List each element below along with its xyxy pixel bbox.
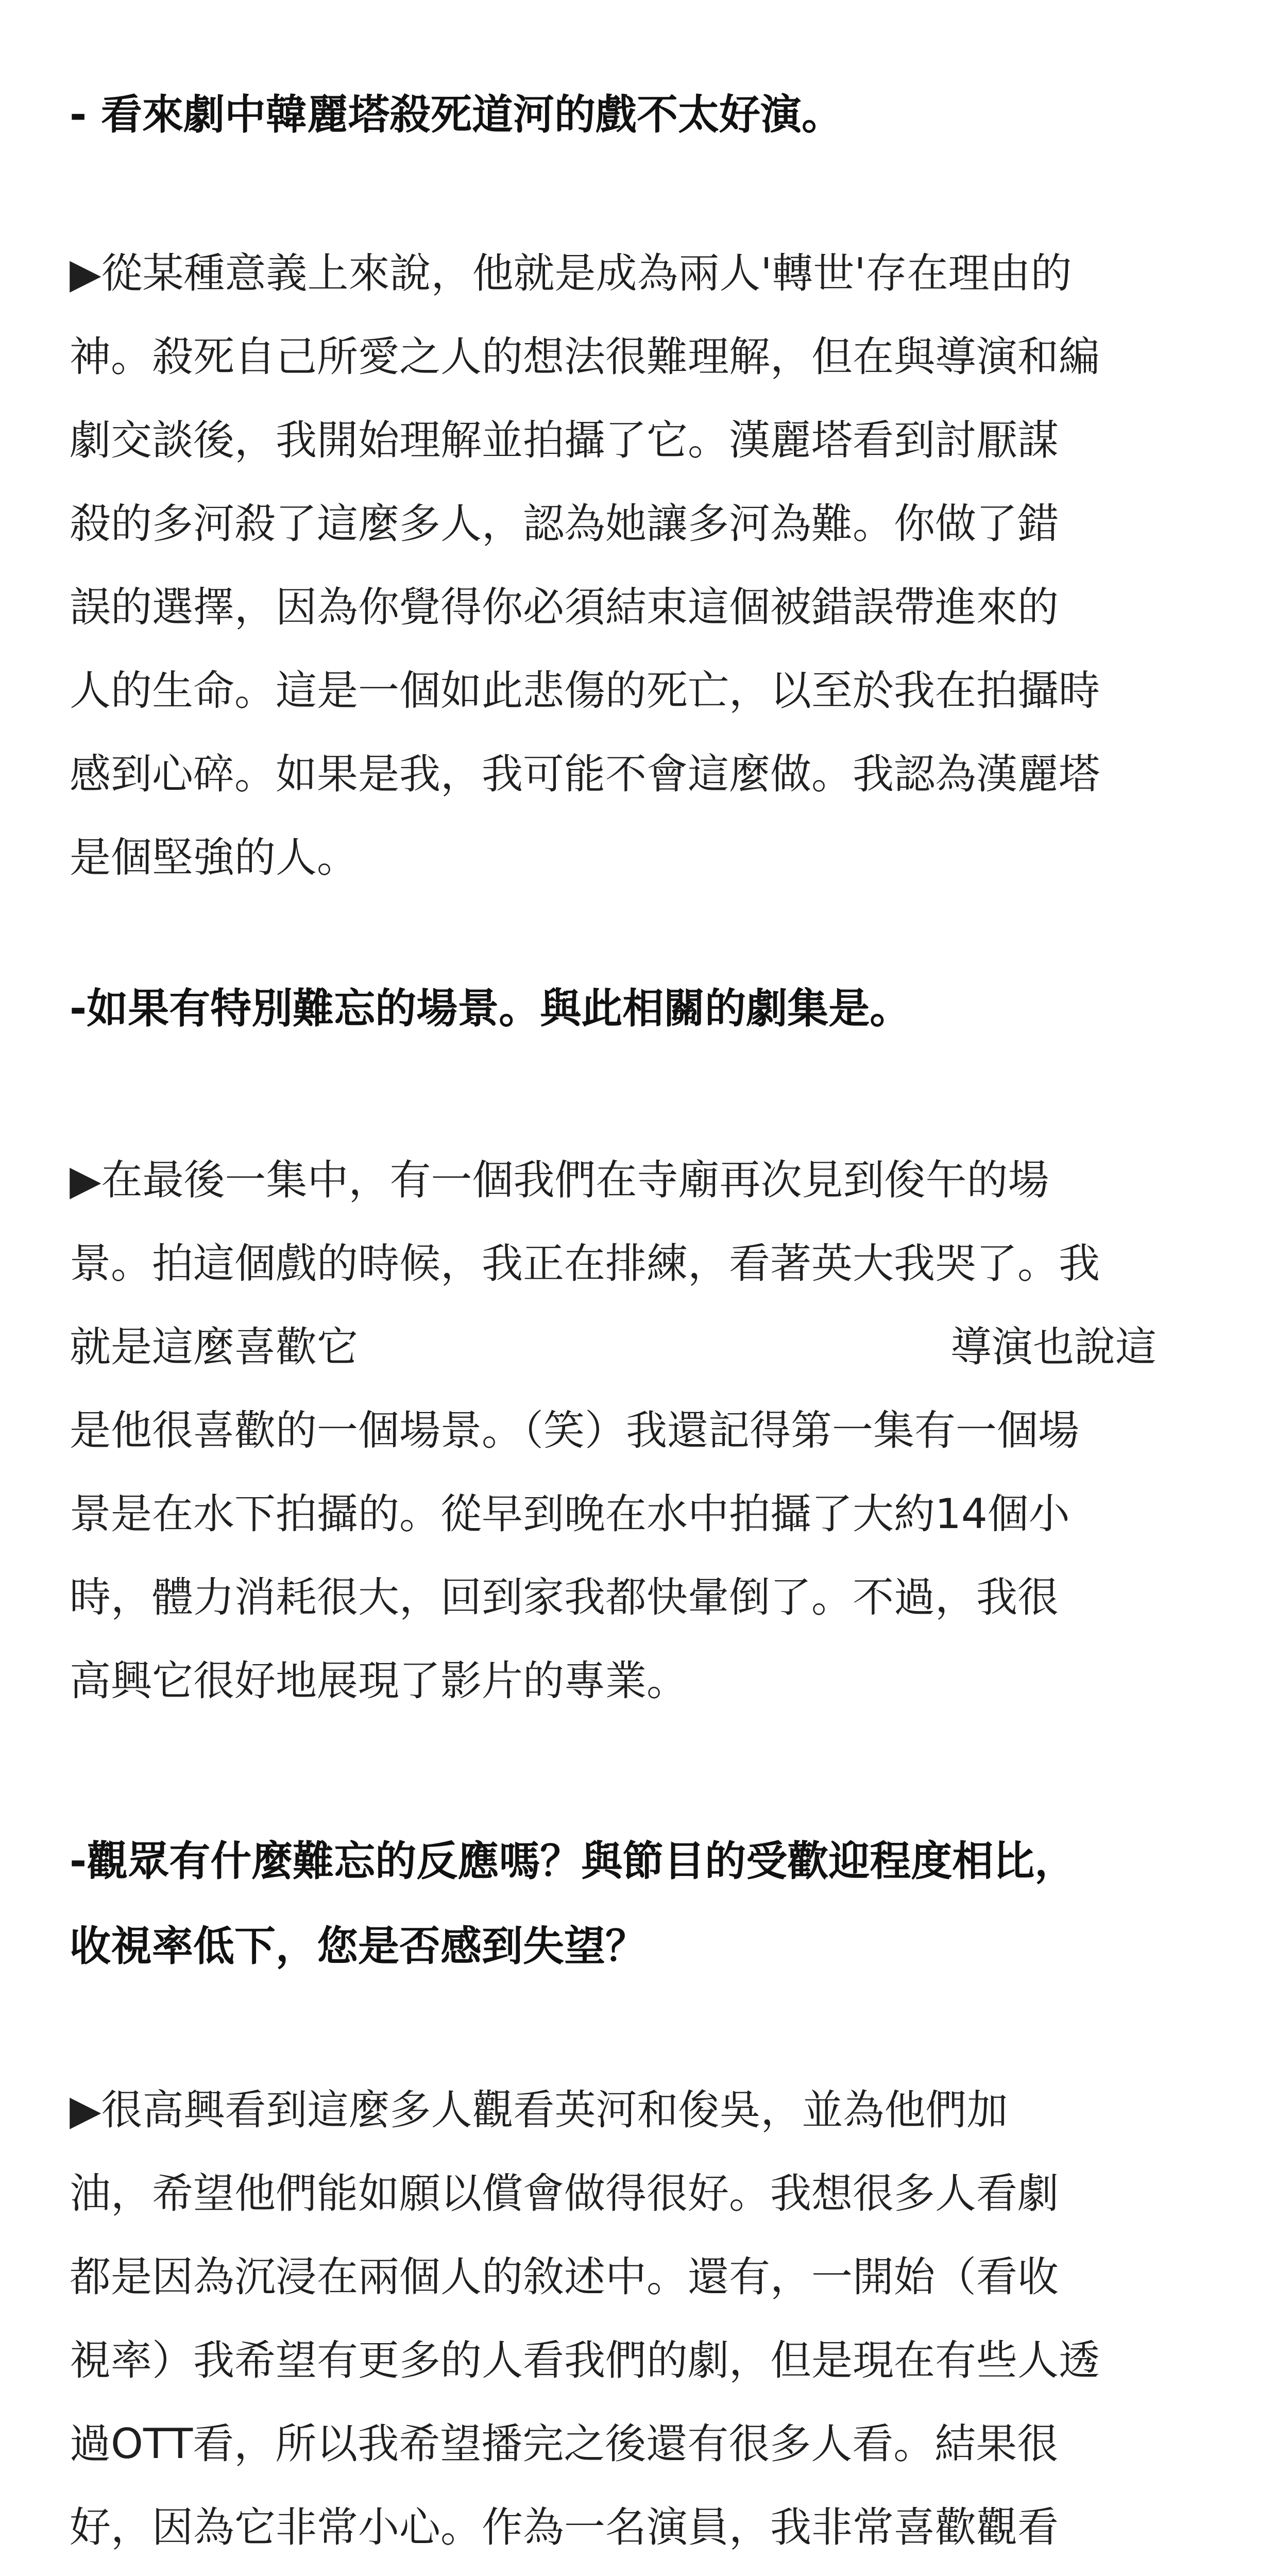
question-3-line: -觀眾有什麼難忘的反應嗎？與節目的受歡迎程度相比， [70,1837,1076,1885]
answer-1-line: ▶從某種意義上來說，他就是成為兩人'轉世'存在理由的 [70,249,1072,297]
answer-1 [70,232,1223,900]
question-2 [70,966,1223,1051]
answer-2-line: ▶在最後一集中，有一個我們在寺廟再次見到俊午的場 [70,1156,1049,1204]
answer-3 [70,2069,1223,2576]
answer-1-line: 神。殺死自己所愛之人的想法很難理解，但在與導演和編 [70,333,1100,381]
answer-2-line-left: 就是這麼喜歡它 [70,1323,358,1371]
answer-3-line: 油，希望他們能如願以償會做得很好。我想很多人看劇 [70,2170,1059,2217]
question-3-line: 收視率低下，您是否感到失望？ [70,1922,647,1970]
answer-2-line: 是他很喜歡的一個場景。（笑）我還記得第一集有一個場 [70,1406,1079,1454]
answer-2-line-right: 導演也說這 [950,1323,1157,1371]
answer-2-line: 高興它很好地展現了影片的專業。 [70,1657,688,1705]
answer-1-line: 感到心碎。如果是我，我可能不會這麼做。我認為漢麗塔 [70,750,1100,798]
answer-3-line: ▶很高興看到這麼多人觀看英河和俊吳，並為他們加 [70,2086,1008,2134]
answer-1-line: 人的生命。這是一個如此悲傷的死亡，以至於我在拍攝時 [70,667,1100,715]
answer-3-line: 過OTT看，所以我希望播完之後還有很多人看。結果很 [70,2420,1059,2468]
answer-1-line: 劇交談後，我開始理解並拍攝了它。漢麗塔看到討厭謀 [70,416,1059,464]
question-1-text: - 看來劇中韓麗塔殺死道河的戲不太好演。 [70,91,843,139]
answer-1-line: 是個堅強的人。 [70,834,358,882]
answer-3-line: 視率）我希望有更多的人看我們的劇，但是現在有些人透 [70,2336,1100,2384]
question-2-text: -如果有特別難忘的場景。與此相關的劇集是。 [70,985,911,1032]
answer-2-line: 景。拍這個戲的時候，我正在排練，看著英大我哭了。我 [70,1240,1100,1287]
answer-1-line: 殺的多河殺了這麼多人，認為她讓多河為難。你做了錯 [70,500,1059,548]
answer-3-line [70,2569,1223,2576]
answer-2 [70,1139,1223,1723]
question-1 [70,72,1223,157]
answer-1-line: 誤的選擇，因為你覺得你必須結束這個被錯誤帶進來的 [70,583,1059,631]
answer-2-line: 景是在水下拍攝的。從早到晚在水中拍攝了大約14個小 [70,1490,1070,1538]
answer-3-line: 好，因為它非常小心。作為一名演員，我非常喜歡觀看 [70,2503,1059,2551]
answer-3-line: 都是因為沉浸在兩個人的敘述中。還有，一開始（看收 [70,2253,1059,2301]
question-3 [70,1819,1223,1989]
answer-2-line: 時，體力消耗很大，回到家我都快暈倒了。不過，我很 [70,1573,1059,1621]
answer-2-line [70,1306,1223,1389]
